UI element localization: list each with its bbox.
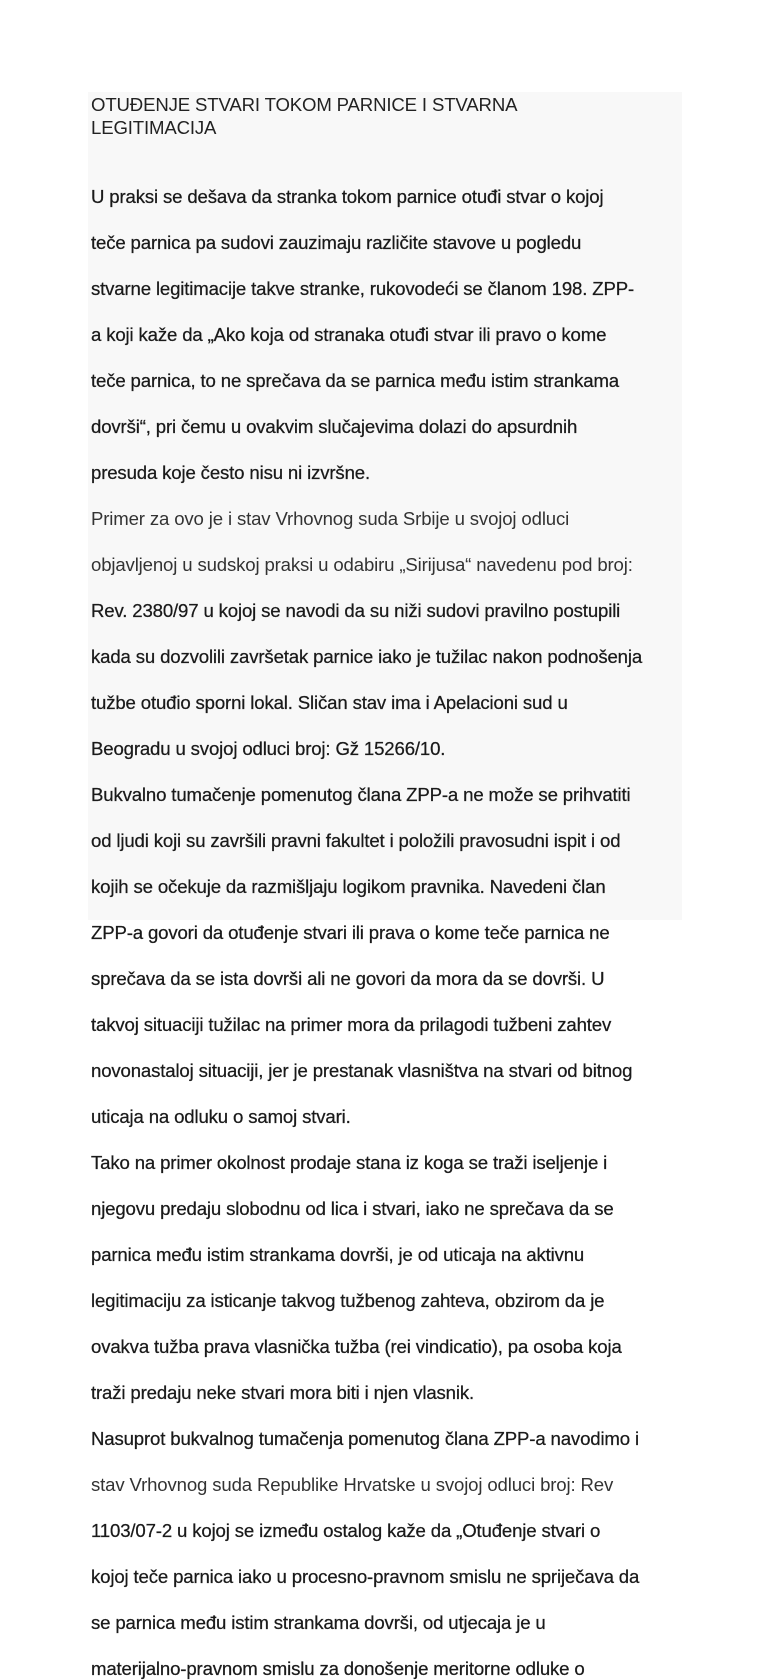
text-line: ovakva tužba prava vlasnička tužba (rei vindicatio), pa osoba koja xyxy=(91,1336,622,1357)
title-line: OTUĐENJE STVARI TOKOM PARNICE I STVARNA xyxy=(91,94,518,115)
paragraph-3 xyxy=(91,760,683,1128)
text-line: od ljudi koji su završili pravni fakultet i položili pravosudni ispit i od xyxy=(91,830,621,851)
paragraph-1 xyxy=(91,162,683,484)
document-page xyxy=(88,92,682,1679)
text-line: dovrši“, pri čemu u ovakvim slučajevima dolazi do apsurdnih xyxy=(91,416,578,437)
text-line: kojoj teče parnica iako u procesno-pravnom smislu ne spriječava da xyxy=(91,1566,640,1587)
spacer xyxy=(91,139,683,162)
text-line: parnica među istim strankama dovrši, je od uticaja na aktivnu xyxy=(91,1244,585,1265)
text-line: objavljenoj u sudskoj praksi u odabiru „Sirijusa“ navedenu pod broj: xyxy=(91,554,633,575)
document-title xyxy=(91,92,683,139)
text-line: tužbe otuđio sporni lokal. Sličan stav ima i Apelacioni sud u xyxy=(91,692,568,713)
paragraph-4 xyxy=(91,1128,683,1404)
text-line: Beogradu u svojoj odluci broj: Gž 15266/10. xyxy=(91,738,446,759)
text-line: stav Vrhovnog suda Republike Hrvatske u svojoj odluci broj: Rev xyxy=(91,1474,614,1495)
text-line: takvoj situaciji tužilac na primer mora da prilagodi tužbeni zahtev xyxy=(91,1014,612,1035)
paragraph-5 xyxy=(91,1404,683,1680)
text-line: ZPP-a govori da otuđenje stvari ili prava o kome teče parnica ne xyxy=(91,922,610,943)
text-line: 1103/07-2 u kojoj se između ostalog kaže da „Otuđenje stvari o xyxy=(91,1520,601,1541)
text-line: traži predaju neke stvari mora biti i njen vlasnik. xyxy=(91,1382,474,1403)
paragraph-2 xyxy=(91,484,683,760)
text-line: teče parnica pa sudovi zauzimaju različite stavove u pogledu xyxy=(91,232,582,253)
text-line: materijalno-pravnom smislu za donošenje meritorne odluke o xyxy=(91,1658,585,1679)
text-line: uticaja na odluku o samoj stvari. xyxy=(91,1106,351,1127)
text-line: U praksi se dešava da stranka tokom parnice otuđi stvar o kojoj xyxy=(91,186,604,207)
text-line: sprečava da se ista dovrši ali ne govori da mora da se dovrši. U xyxy=(91,968,605,989)
text-line: njegovu predaju slobodnu od lica i stvari, iako ne sprečava da se xyxy=(91,1198,614,1219)
text-line: legitimaciju za isticanje takvog tužbenog zahteva, obzirom da je xyxy=(91,1290,605,1311)
text-line: Bukvalno tumačenje pomenutog člana ZPP-a ne može se prihvatiti xyxy=(91,784,631,805)
text-line: kojih se očekuje da razmišljaju logikom pravnika. Navedeni član xyxy=(91,876,606,897)
document-body xyxy=(91,92,683,1680)
text-line: a koji kaže da „Ako koja od stranaka otuđi stvar ili pravo o kome xyxy=(91,324,607,345)
text-line: Rev. 2380/97 u kojoj se navodi da su niži sudovi pravilno postupili xyxy=(91,600,621,621)
text-line: presuda koje često nisu ni izvršne. xyxy=(91,462,370,483)
text-line: novonastaloj situaciji, jer je prestanak vlasništva na stvari od bitnog xyxy=(91,1060,633,1081)
text-line: Nasuprot bukvalnog tumačenja pomenutog člana ZPP-a navodimo i xyxy=(91,1428,639,1449)
text-line: kada su dozvolili završetak parnice iako je tužilac nakon podnošenja xyxy=(91,646,643,667)
title-line: LEGITIMACIJA xyxy=(91,117,217,138)
text-line: Primer za ovo je i stav Vrhovnog suda Srbije u svojoj odluci xyxy=(91,508,570,529)
text-line: stvarne legitimacije takve stranke, rukovodeći se članom 198. ZPP- xyxy=(91,278,634,299)
text-line: se parnica među istim strankama dovrši, od utjecaja je u xyxy=(91,1612,546,1633)
text-line: teče parnica, to ne sprečava da se parnica među istim strankama xyxy=(91,370,619,391)
text-line: Tako na primer okolnost prodaje stana iz koga se traži iseljenje i xyxy=(91,1152,608,1173)
